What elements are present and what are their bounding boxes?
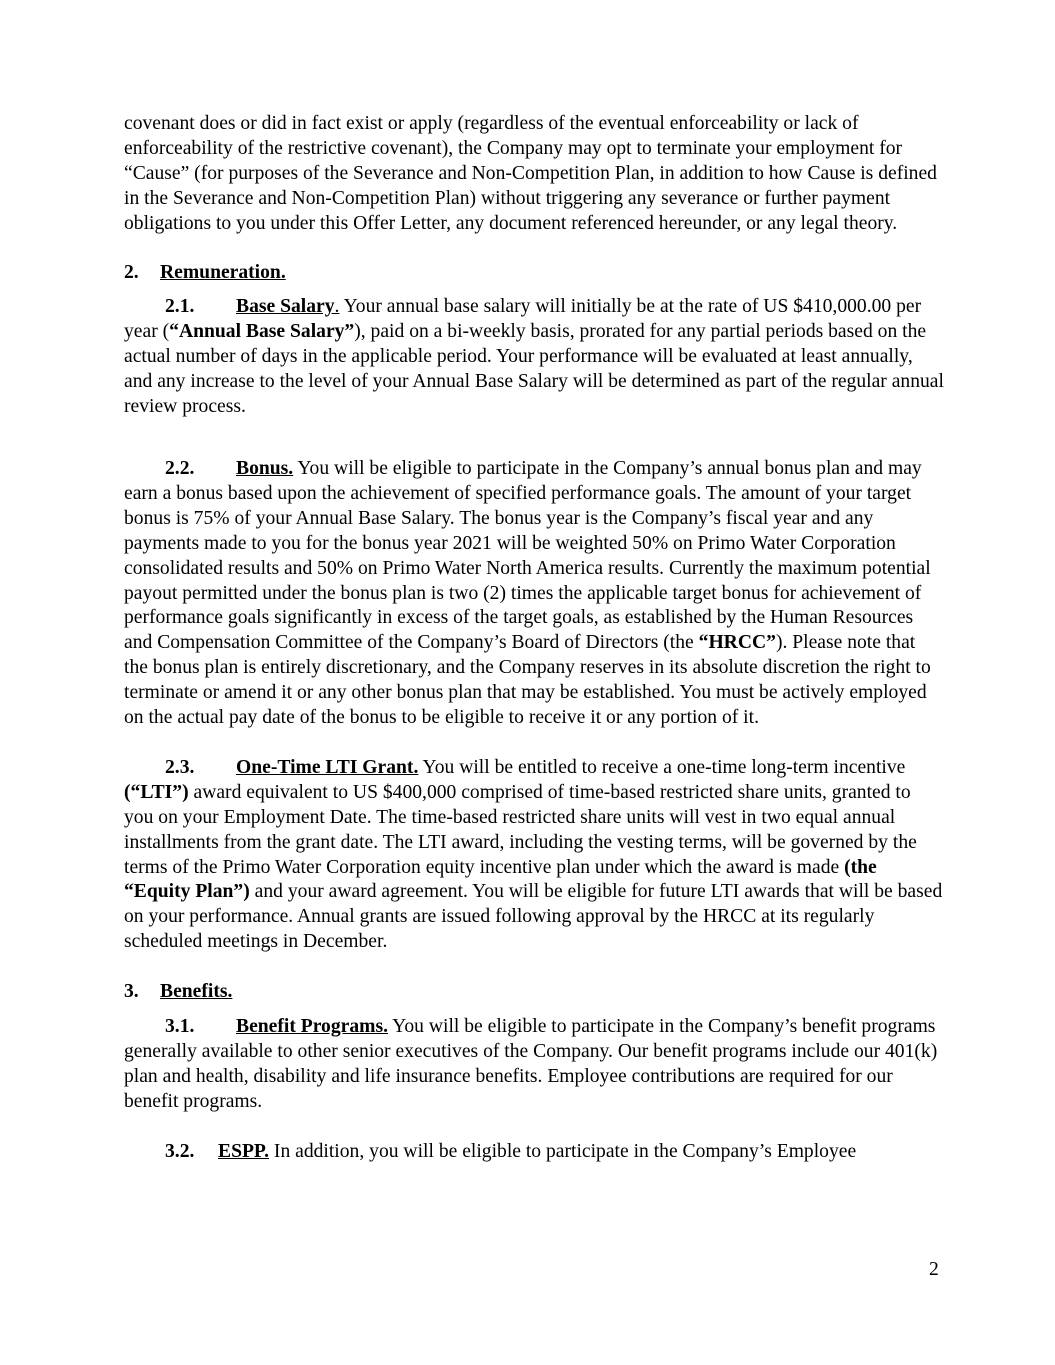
section-heading-benefits bbox=[124, 980, 944, 1005]
section-heading-remuneration bbox=[124, 261, 944, 286]
document-body bbox=[124, 112, 944, 1190]
defined-term: (“LTI”) bbox=[124, 781, 189, 803]
subsection-number: 2.3. bbox=[165, 756, 195, 778]
defined-term: “HRCC” bbox=[698, 632, 776, 654]
section-number: 3. bbox=[124, 981, 139, 1003]
subsection-bonus bbox=[124, 457, 944, 731]
defined-term: (the “Equity Plan”) bbox=[124, 856, 877, 903]
intro-paragraph: covenant does or did in fact exist or apply (regardless of the eventual enforceability or lack of enforceability of the restrictive covenant), the Company may opt to terminate your employment for “Cause” (for purposes of the Severance and Non-Competition Plan, in addition to how Cause is defined in the Severance and Non-Competition Plan) without triggering any severance or further payment obligations to you under this Offer Letter, any document referenced hereunder, or any legal theory. bbox=[124, 113, 937, 234]
subsection-text: You will be eligible to participate in the Company’s annual bonus plan and may earn a bonus based upon the achievement of specified performance goals. The amount of your target bonus is 75% of your Annual Base Salary. The bonus year is the Company’s fiscal year and any payments made to you for the bonus year 2021 will be weighted 50% on Primo Water Corporation consolidated results and 50% on Primo Water North America results. Currently the maximum potential payout permitted under the bonus plan is two (2) times the applicable target bonus for achievement of performance goals significantly in excess of the target goals, as established by the Human Resources and Compensation Committee of the Company’s Board of Directors (the bbox=[124, 457, 931, 654]
subsection-title-suffix: . bbox=[334, 296, 340, 318]
subsection-text: In addition, you will be eligible to participate in the Company’s Employee bbox=[269, 1140, 857, 1162]
subsection-lti-grant bbox=[124, 756, 944, 955]
section-title: Remuneration. bbox=[160, 261, 286, 283]
subsection-text: award equivalent to US $400,000 comprised of time-based restricted share units, granted to you on your Employment Date. The time-based restricted share units will vest in two equal annual installments from the grant date. The LTI award, including the vesting terms, will be governed by the terms of the Primo Water Corporation equity incentive plan under which the award is made bbox=[124, 781, 917, 878]
subsection-title: One-Time LTI Grant. bbox=[236, 756, 419, 778]
section-number: 2. bbox=[124, 261, 139, 283]
defined-term: “Annual Base Salary” bbox=[169, 321, 355, 343]
subsection-text: ), paid on a bi-weekly basis, prorated for any partial periods based on the actual number of days in the applicable period. Your performance will be evaluated at least annually, and any increase to the level of your Annual Base Salary will be determined as part of the regular annual review process. bbox=[124, 321, 944, 418]
subsection-title: Benefit Programs. bbox=[236, 1016, 388, 1038]
subsection-number: 3.1. bbox=[165, 1016, 195, 1038]
subsection-title: ESPP. bbox=[218, 1140, 270, 1162]
subsection-number: 2.1. bbox=[165, 296, 195, 318]
subsection-base-salary bbox=[124, 295, 944, 420]
subsection-number: 3.2. bbox=[165, 1140, 195, 1162]
section-title: Benefits. bbox=[160, 981, 233, 1003]
subsection-number: 2.2. bbox=[165, 457, 195, 479]
subsection-text: and your award agreement. You will be eligible for future LTI awards that will be based on your performance. Annual grants are issued following approval by the HRCC at its regularly scheduled meetings in December. bbox=[124, 881, 943, 953]
subsection-text: Your annual base salary will initially be at the rate of US $410,000.00 per year ( bbox=[124, 296, 922, 343]
subsection-text: You will be entitled to receive a one-time long-term incentive bbox=[418, 756, 906, 778]
subsection-title: Bonus. bbox=[236, 457, 294, 479]
page-number: 2 bbox=[929, 1259, 939, 1280]
subsection-espp bbox=[124, 1140, 944, 1165]
subsection-benefit-programs bbox=[124, 1015, 944, 1115]
subsection-text: ). Please note that the bonus plan is entirely discretionary, and the Company reserves in its absolute discretion the right to terminate or amend it or any other bonus plan that may be established. You must be actively employed on the actual pay date of the bonus to be eligible to receive it or any portion of it. bbox=[124, 632, 931, 729]
subsection-title: Base Salary bbox=[236, 296, 335, 318]
subsection-text: You will be eligible to participate in the Company’s benefit programs generally available to other senior executives of the Company. Our benefit programs include our 401(k) plan and health, disability and life insurance benefits. Employee contributions are required for our benefit programs. bbox=[124, 1016, 938, 1112]
